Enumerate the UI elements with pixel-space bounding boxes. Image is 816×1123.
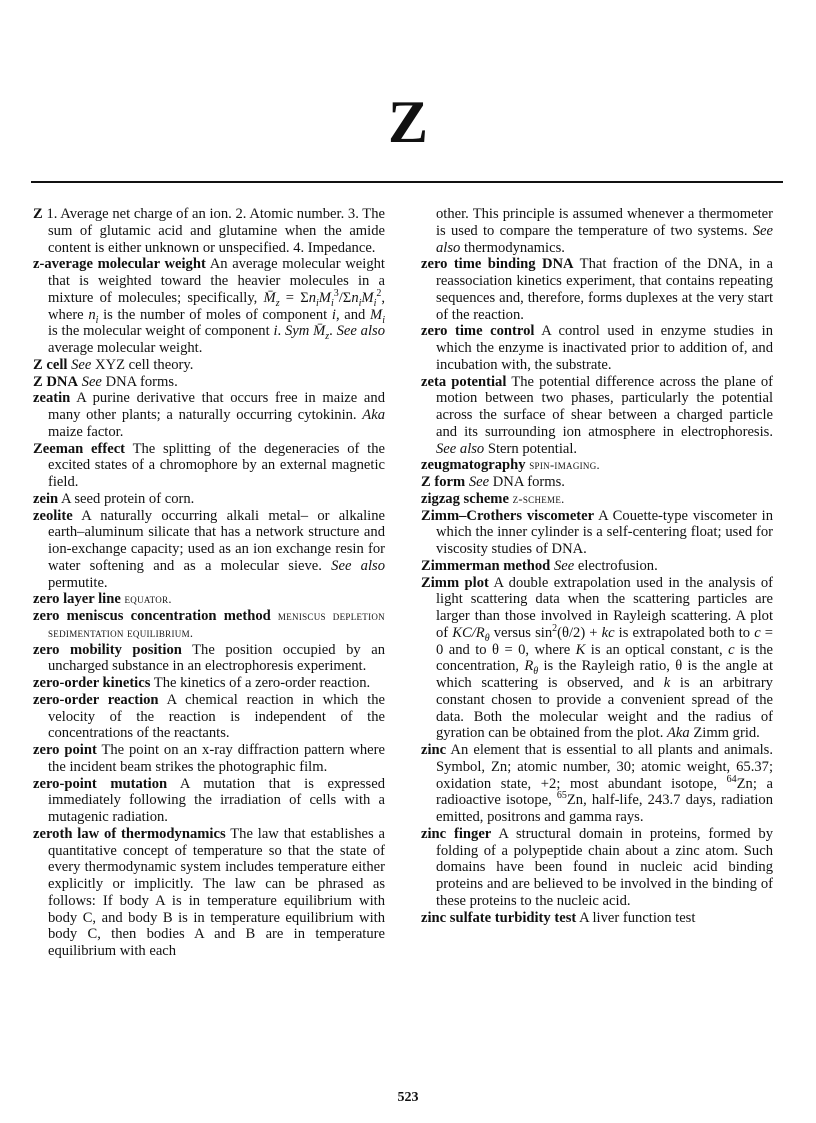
entry-definition: 65	[556, 790, 567, 802]
entry-term: zero layer line	[33, 591, 121, 608]
page-number: 523	[397, 1090, 419, 1105]
entry-term: zero point	[33, 742, 97, 758]
dictionary-entry	[421, 742, 773, 826]
dictionary-entry	[421, 491, 773, 508]
entry-definition: M̄	[263, 289, 276, 306]
entry-definition: 2	[376, 287, 382, 299]
entry-definition: The point on an x-ray diffraction pattern where the incident beam strikes the photographic film.	[48, 742, 385, 775]
entry-definition: spin-imaging.	[529, 458, 600, 473]
entry-definition: Zn; a radioactive isotope,	[436, 775, 773, 809]
entry-definition: See also	[331, 557, 386, 574]
continuation-tail: thermodynamics.	[460, 239, 565, 256]
entry-definition: kc	[601, 624, 615, 641]
entry-definition: is extrapolated both to	[614, 624, 755, 641]
dictionary-entry	[421, 826, 773, 910]
section-letter: Z	[387, 89, 429, 155]
entry-definition: equator.	[124, 592, 172, 607]
entry-term: zinc	[421, 742, 447, 758]
entry-definition: See	[71, 356, 92, 373]
entry-definition: is the concentration,	[436, 641, 773, 675]
entry-definition: The kinetics of a zero-order reaction.	[153, 675, 371, 691]
entry-definition: See also	[336, 323, 386, 340]
entry-definition: The position occupied by an uncharged substance in an electrophoresis experiment.	[48, 641, 385, 675]
entry-definition: i	[331, 306, 336, 323]
entry-term: zero time control	[421, 323, 535, 340]
dictionary-entry	[33, 256, 385, 357]
entry-definition: i	[382, 314, 385, 326]
entry-definition: See	[468, 474, 490, 490]
entry-definition: i	[330, 297, 334, 309]
entry-definition: n	[351, 289, 359, 306]
continuation-see-also: See also	[436, 222, 773, 256]
entry-term: zein	[33, 490, 59, 507]
dictionary-entry	[33, 206, 385, 256]
dictionary-entry	[421, 558, 773, 575]
entry-definition: , and	[335, 306, 371, 323]
entry-definition: A purine derivative that occurs free in maize and many other plants; a naturally occurring cytokinin.	[48, 390, 385, 423]
entry-definition: average molecular weight.	[48, 340, 203, 356]
entry-term: Z cell	[33, 356, 68, 373]
entry-term: zero-order kinetics	[33, 675, 151, 691]
entry-definition: Stern potential.	[484, 440, 578, 457]
dictionary-entry	[421, 575, 773, 743]
dictionary-entry	[33, 776, 385, 826]
entry-definition: z-scheme.	[512, 491, 565, 506]
dictionary-entry	[33, 608, 385, 642]
entry-definition: is an optical constant,	[585, 641, 729, 658]
entry-term: zeolite	[33, 507, 73, 524]
header-rule	[31, 181, 783, 183]
entry-definition: A double extrapolation used in the analysis of light scattering data when the scattering particles are larger than those involved in Rayleigh scattering. A plot of	[436, 574, 774, 641]
entry-definition: KC/R	[452, 624, 485, 641]
dictionary-entry	[33, 742, 385, 776]
entry-definition: is the number of moles of component	[98, 306, 332, 323]
dictionary-entry	[33, 357, 385, 374]
entry-definition: See	[81, 373, 102, 390]
entry-term: Zimmerman method	[421, 557, 551, 574]
dictionary-entry	[421, 508, 773, 558]
entry-definition: The potential difference across the plane of motion between two phases, particularly the potential across the surface of shear between a charged particle and its surrounding ion atmosphere in electrophoresis.	[436, 373, 773, 440]
entry-definition: is an arbitrary constant chosen to provide a convenient spread of the data. Both the molecular weight and the radius of gyration can be obtained from the plot.	[436, 675, 773, 742]
entry-definition: A control used in enzyme studies in which the enzyme is inactivated prior to addition of, and incubation with, the substrate.	[436, 323, 773, 373]
entry-definition: Aka	[362, 407, 385, 423]
dictionary-entry	[33, 390, 385, 440]
entry-definition: A liver function test	[579, 909, 696, 926]
entry-term: Z DNA	[33, 373, 78, 390]
entry-term: zinc sulfate turbidity test	[421, 909, 577, 926]
entry-definition: i	[316, 297, 319, 309]
entry-definition: The splitting of the degeneracies of the excited states of a chromophore by an external magnetic field.	[48, 440, 386, 490]
entry-definition: , where	[48, 289, 385, 323]
entry-definition: M̄	[313, 323, 326, 340]
entry-definition: i	[373, 297, 377, 309]
entry-definition: An average molecular weight that is weighted toward the heavier molecules in a mixture of molecules; specifically,	[48, 256, 385, 306]
dictionary-entry	[421, 457, 773, 474]
entry-term: zinc finger	[421, 825, 492, 842]
entry-definition: See	[553, 557, 575, 574]
entry-definition: M	[361, 289, 374, 306]
entry-definition: 3	[333, 287, 339, 299]
entry-definition: maize factor.	[48, 423, 124, 440]
dictionary-entry	[421, 910, 773, 927]
entry-definition: i	[273, 323, 278, 340]
entry-term: Z	[33, 206, 43, 222]
right-column	[421, 206, 773, 926]
entry-definition: R	[524, 658, 534, 675]
dictionary-entry	[33, 692, 385, 742]
dictionary-entry	[33, 374, 385, 391]
dictionary-entry	[33, 826, 385, 960]
entry-definition: z	[275, 297, 280, 309]
entry-definition: meniscus depletion sedimentation equilibrium.	[48, 609, 385, 640]
entry-definition: A chemical reaction in which the velocity of the reaction is independent of the concentrations of the reactants.	[48, 691, 385, 742]
entry-term: zero-order reaction	[33, 691, 159, 708]
entry-definition: c	[728, 641, 735, 658]
entry-term: Zeeman effect	[33, 440, 126, 457]
entry-definition: n	[88, 306, 96, 323]
entry-term: zeugmatography	[421, 457, 526, 474]
entry-term: zero time binding DNA	[421, 256, 574, 273]
dictionary-entry	[33, 675, 385, 692]
entry-definition: /Σ	[338, 289, 352, 306]
entry-definition: z	[325, 331, 330, 343]
entry-definition: .	[329, 323, 337, 340]
entry-term: zeta potential	[421, 373, 507, 390]
entry-definition: An element that is essential to all plants and animals. Symbol, Zn; atomic number, 30; atomic weight, 65.37; oxidation state, +2; most abundant isotope,	[436, 742, 773, 792]
entry-definition: A naturally occurring alkali metal– or alkaline earth–aluminum silicate that has a network structure and ion-exchange capacity; used as an ion exchange resin for water softening and as a molecular sieve.	[48, 507, 385, 574]
entry-definition: = 0 and to θ = 0, where	[436, 624, 773, 658]
entry-definition: M	[318, 289, 331, 306]
dictionary-entry	[421, 323, 773, 373]
dictionary-entry	[421, 474, 773, 491]
entry-definition: n	[308, 289, 317, 306]
entry-definition: A Couette-type viscometer in which the inner cylinder is a self-centering float; used for viscosity studies of DNA.	[436, 507, 774, 557]
entry-definition: i	[358, 297, 362, 309]
entry-definition: electrofusion.	[574, 557, 658, 574]
entry-definition: is the molecular weight of component	[48, 323, 274, 340]
entry-definition: See also	[436, 440, 485, 457]
entry-definition: A seed protein of corn.	[60, 490, 195, 507]
entry-term: Zimm–Crothers viscometer	[421, 507, 595, 524]
entry-definition: versus sin	[489, 624, 553, 641]
entry-term: zigzag scheme	[421, 490, 509, 507]
entry-definition: i	[95, 314, 99, 326]
dictionary-entry	[421, 256, 773, 323]
entry-definition: The law that establishes a quantitative concept of temperature so that the state of every thermodynamic system includes temperature either explicitly or implicitly. The law can be phrased as follows: If body A is in temperature equilibrium with body C, and body B is in temperature equilibrium with body C, then bodies A and B are in temperature equilibrium with each	[48, 825, 385, 959]
entry-term: Zimm plot	[421, 574, 489, 591]
entry-definition: That fraction of the DNA, in a reassociation kinetics experiment, that contains repeating sequences and, therefore, forms duplexes at the very start of the reaction.	[436, 256, 774, 323]
entry-definition: Aka	[667, 725, 690, 742]
entry-term: Z form	[421, 474, 466, 490]
entry-definition: Zn, half-life, 243.7 days, radiation emitted, positrons and gamma rays.	[436, 792, 773, 825]
dictionary-entry	[33, 441, 385, 491]
dictionary-entry	[33, 642, 385, 676]
entry-definition: DNA forms.	[489, 474, 565, 490]
entry-definition: XYZ cell theory.	[91, 356, 194, 373]
entry-term: z-average molecular weight	[33, 256, 206, 273]
entry-definition: (θ/2) +	[557, 624, 602, 641]
entry-definition: θ	[484, 632, 490, 644]
entry-definition: θ	[533, 666, 539, 678]
left-column	[33, 206, 385, 960]
entry-definition: Zimm grid.	[689, 725, 760, 742]
dictionary-entry	[33, 591, 385, 608]
dictionary-entry	[33, 491, 385, 508]
entry-definition: K	[575, 641, 586, 658]
entry-term: zero meniscus concentration method	[33, 608, 271, 624]
entry-definition: 64	[726, 773, 737, 785]
entry-definition: permutite.	[48, 574, 108, 591]
dictionary-entry	[421, 374, 773, 458]
entry-term: zeatin	[33, 390, 71, 407]
entry-definition: M	[370, 306, 383, 323]
continuation-text: other. This principle is assumed whenever a thermometer is used to compare the temperature of two systems.	[436, 206, 773, 239]
entry-term: zeroth law of thermodynamics	[33, 825, 226, 842]
entry-definition: A mutation that is expressed immediately following the irradiation of cells with a mutagenic radiation.	[48, 775, 385, 825]
entry-definition: = Σ	[279, 289, 309, 306]
entry-definition: 1. Average net charge of an ion. 2. Atomic number. 3. The sum of glutamic acid and glutamine when the amide content is either unknown or unspecified. 4. Impedance.	[46, 206, 385, 256]
entry-definition: A structural domain in proteins, formed by folding of a polypeptide chain about a zinc atom. Such domains have been found in nucleic acid binding proteins and are believed to be involved in the binding of these proteins to the nucleic acid.	[436, 825, 774, 909]
entry-term: zero mobility position	[33, 641, 182, 658]
entry-definition: DNA forms.	[101, 373, 178, 390]
entry-definition: Sym	[284, 323, 310, 340]
entry-definition: .	[277, 323, 285, 340]
dictionary-entry	[33, 508, 385, 592]
entry-definition: k	[663, 675, 671, 691]
entry-definition: 2	[552, 622, 558, 634]
entry-definition: is the Rayleigh ratio, θ is the angle at which scattering is observed, and	[436, 658, 773, 691]
entry-definition: c	[754, 624, 761, 641]
continued-entry	[421, 206, 773, 256]
entry-term: zero-point mutation	[33, 775, 168, 792]
